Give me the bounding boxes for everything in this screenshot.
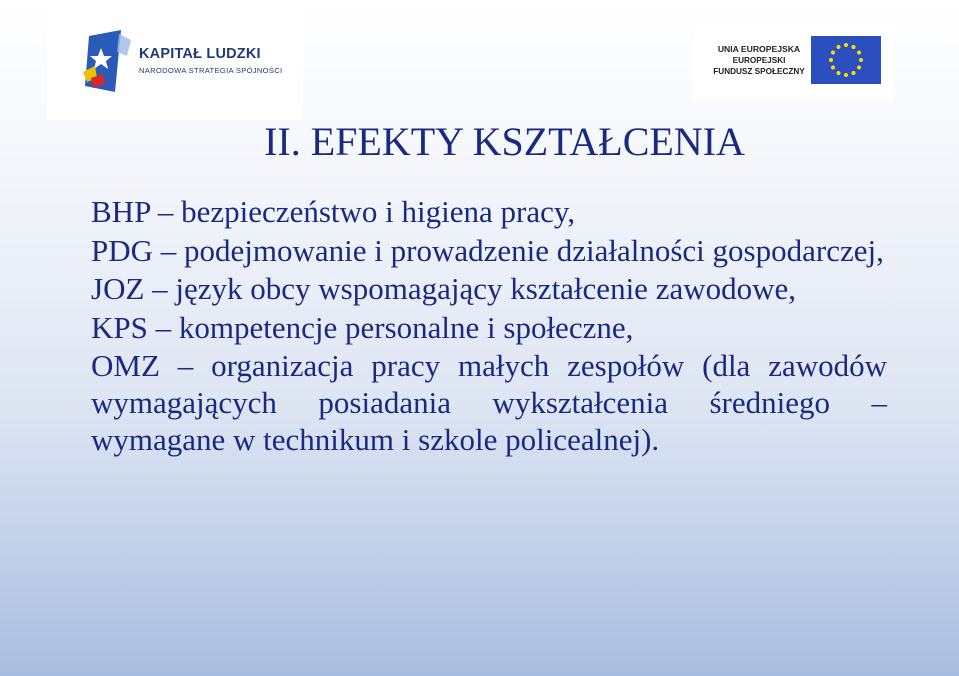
eu-line-3: FUNDUSZ SPOŁECZNY [713, 67, 805, 76]
eu-line-2: EUROPEJSKI [732, 56, 786, 65]
list-item-joz: JOZ – język obcy wspomagający kształcenie zawodowe, [91, 271, 796, 306]
slide-title: II. EFEKTY KSZTAŁCENIA [264, 119, 745, 164]
eu-flag-icon [811, 36, 881, 84]
eu-line-1: UNIA EUROPEJSKA [717, 44, 801, 54]
list-item-kps: KPS – kompetencje personalne i społeczne, [91, 309, 634, 345]
kapital-ludzki-subtitle: NARODOWA STRATEGIA SPÓJNOŚCI [139, 66, 283, 75]
kapital-ludzki-emblem-icon [81, 26, 139, 96]
list-item-pdg: PDG – podejmowanie i prowadzenie działalności gospodarczej, [91, 232, 884, 268]
slide-content [91, 193, 887, 458]
kapital-ludzki-logo [47, 0, 303, 120]
list-item-bhp: BHP – bezpieczeństwo i higiena pracy, [91, 194, 576, 229]
kapital-ludzki-title: KAPITAŁ LUDZKI [139, 46, 261, 62]
list-item-omz: OMZ – organizacja pracy małych zespołów (dla zawodów wymagających posiadania wykształcenia średniego – wymagane w technikum i szkole policealnej). [91, 348, 887, 457]
eu-social-fund-logo [693, 24, 893, 100]
eu-logo-text [707, 44, 811, 77]
